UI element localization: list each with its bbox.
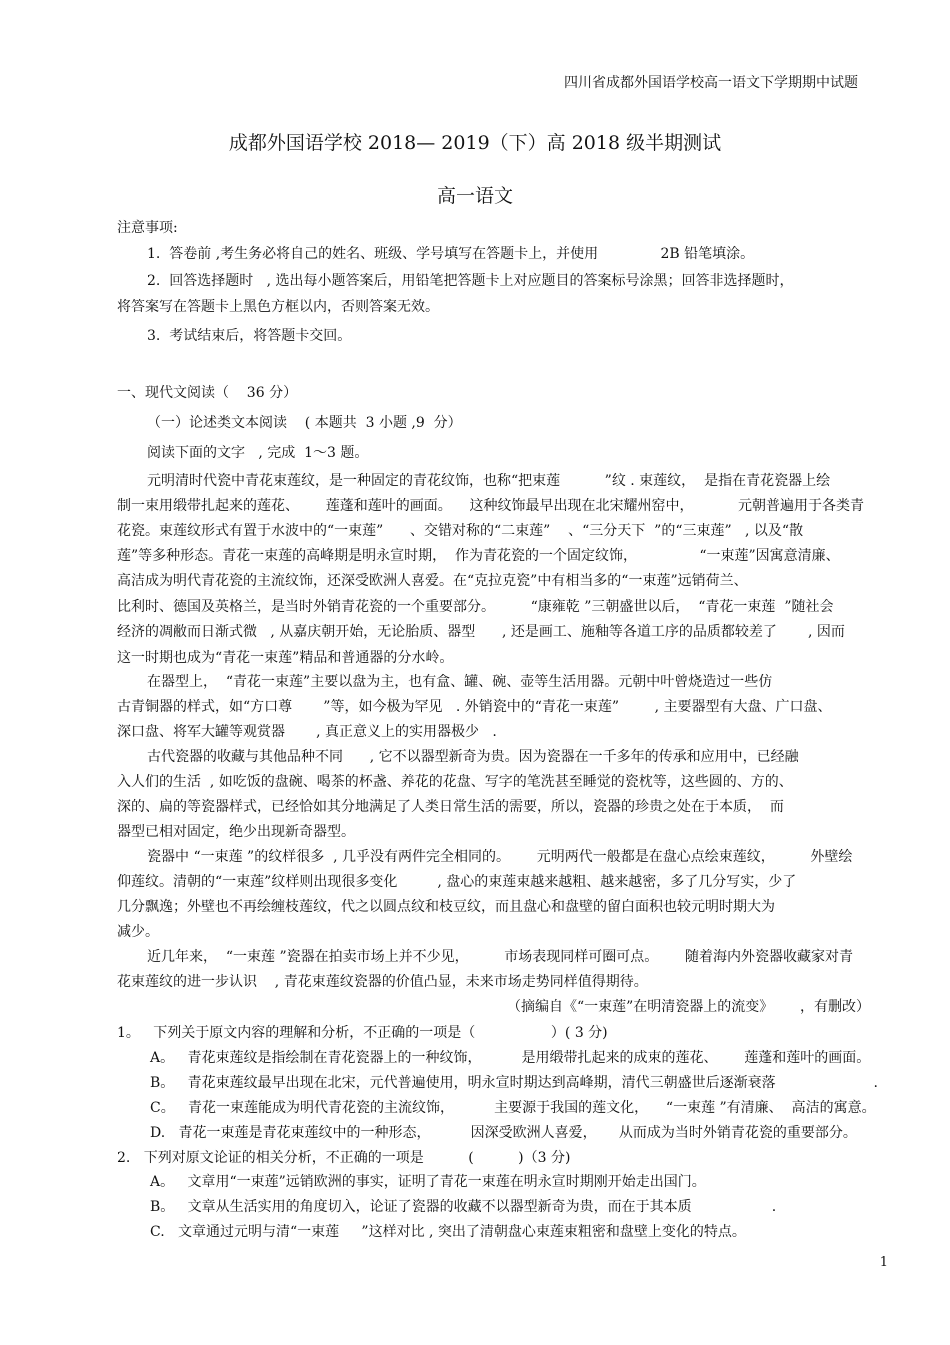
passage-line: 入人们的生活 , 如吃饭的盘碗、喝茶的杯盏、养花的花盘、写字的笔洗甚至睡觉的瓷枕等，这些圆的、方的、 (117, 774, 793, 790)
passage-line: 减少。 (117, 924, 159, 940)
page-header: 四川省成都外国语学校高一语文下学期期中试题 (564, 75, 858, 91)
notice-heading: 注意事项: (117, 220, 178, 236)
question-stem: 2. 下列对原文论证的相关分析，不正确的一项是 ( )（3 分) (117, 1150, 571, 1166)
passage-line: 花束莲纹的进一步认识 , 青花束莲纹瓷器的价值凸显，未来市场走势同样值得期待。 (117, 974, 648, 990)
option-a: A。 文章用“一束莲”远销欧洲的事实，证明了青花一束莲在明永宣时期刚开始走出国门。 (150, 1174, 706, 1190)
question-stem: 1。 下列关于原文内容的理解和分析，不正确的一项是（ ）( 3 分) (117, 1025, 608, 1041)
notice-item: 2. 回答选择题时 , 选出每小题答案后，用铅笔把答题卡上对应题目的答案标号涂黑；回答非选择题时， (147, 273, 794, 289)
passage-line: 瓷器中 “一束莲 ”的纹样很多 , 几乎没有两件完全相同的。 元明两代一般都是在盘心点绘束莲纹， 外壁绘 (147, 849, 853, 865)
passage-line: 制一束用缎带扎起来的莲花、 莲蓬和莲叶的画面。 这种纹饰最早出现在北宋耀州窑中， 元朝普遍用于各类青 (117, 498, 865, 514)
passage-line: 这一时期也成为“青花一束莲”精品和普通器的分水岭。 (117, 650, 454, 666)
passage-line: 花瓷。束莲纹形式有置于水波中的“一束莲” 、交错对称的“二束莲” 、“三分天下 ”的“三束莲” , 以及“散 (117, 523, 804, 539)
passage-line: 深的、扁的等瓷器样式，已经恰如其分地满足了人类日常生活的需要，所以，瓷器的珍贵之处在于本质， 而 (117, 799, 784, 815)
page-number: 1 (879, 1255, 888, 1270)
passage-line: 古代瓷器的收藏与其他品种不同 , 它不以器型新奇为贵。因为瓷器在一千多年的传承和应用中，已经融 (147, 749, 799, 765)
passage-line: 近几年来， “一束莲 ”瓷器在拍卖市场上并不少见， 市场表现同样可圈可点。 随着海内外瓷器收藏家对青 (147, 949, 853, 965)
passage-line: 高洁成为明代青花瓷的主流纹饰，还深受欧洲人喜爱。在“克拉克瓷”中有相当多的“一束莲”远销荷兰、 (117, 573, 748, 589)
source-citation: （摘编自《“一束莲”在明清瓷器上的流变》 ，有删改） (506, 999, 870, 1015)
option-c: C。 青花一束莲能成为明代青花瓷的主流纹饰， 主要源于我国的莲文化， “一束莲 ”有清廉、 高洁的寓意。 (150, 1100, 876, 1116)
exam-title: 成都外国语学校 2018— 2019（下）高 2018 级半期测试 (228, 132, 722, 154)
passage-line: 在器型上， “青花一束莲”主要以盘为主，也有盒、罐、碗、壶等生活用器。元朝中叶曾烧造过一些仿 (147, 674, 773, 690)
notice-item: 3. 考试结束后，将答题卡交回。 (147, 328, 352, 344)
passage-line: 深口盘、将军大罐等观赏器 , 真正意义上的实用器极少 . (117, 724, 497, 740)
section-heading: 一、现代文阅读（ 36 分） (117, 385, 298, 401)
passage-line: 经济的凋敝而日渐式微 , 从嘉庆朝开始，无论胎质、器型 , 还是画工、施釉等各道工序的品质都较差了 , 因而 (117, 624, 845, 640)
passage-line: 莲”等多种形态。青花一束莲的高峰期是明永宣时期， 作为青花瓷的一个固定纹饰， “一束莲”因寓意清廉、 (117, 548, 840, 564)
option-a: A。 青花束莲纹是指绘制在青花瓷器上的一种纹饰， 是用缎带扎起来的成束的莲花、 莲蓬和莲叶的画面。 (150, 1050, 871, 1066)
passage-line: 器型已相对固定，绝少出现新奇器型。 (117, 824, 355, 840)
subsection-heading: （一）论述类文本阅读 ( 本题共 3 小题 ,9 分） (147, 415, 462, 431)
notice-item-cont: 将答案写在答题卡上黑色方框以内，否则答案无效。 (117, 299, 439, 315)
passage-line: 古青铜器的样式，如“方口尊 ”等，如今极为罕见 . 外销瓷中的“青花一束莲” , 主要器型有大盘、广口盘、 (117, 699, 832, 715)
passage-line: 仰莲纹。清朝的“一束莲”纹样则出现很多变化 , 盘心的束莲束越来越粗、越来越密，多了几分写实，少了 (117, 874, 797, 890)
option-d: D. 青花一束莲是青花束莲纹中的一种形态， 因深受欧洲人喜爱， 从而成为当时外销青花瓷的重要部分。 (150, 1125, 857, 1141)
passage-line: 元明清时代瓷中青花束莲纹，是一种固定的青花纹饰，也称“把束莲 ”纹 . 束莲纹， 是指在青花瓷器上绘 (147, 473, 831, 489)
option-c: C. 文章通过元明与清“一束莲 ”这样对比 , 突出了清朝盘心束莲束粗密和盘壁上变化的特点。 (150, 1224, 746, 1240)
passage-line: 几分飘逸；外壁也不再绘缠枝莲纹，代之以圆点纹和枝豆纹，而且盘心和盘壁的留白面积也较元明时期大为 (117, 899, 775, 915)
option-b: B。 文章从生活实用的角度切入，论证了瓷器的收藏不以器型新奇为贵，而在于其本质 . (150, 1199, 777, 1215)
subject-title: 高一语文 (436, 185, 513, 207)
reading-instruction: 阅读下面的文字 , 完成 1～3 题。 (147, 445, 369, 461)
passage-line: 比利时、德国及英格兰，是当时外销青花瓷的一个重要部分。 “康雍乾 ”三朝盛世以后， “青花一束莲 ”随社会 (117, 599, 834, 615)
option-b: B。 青花束莲纹最早出现在北宋，元代普遍使用，明永宣时期达到高峰期，清代三朝盛世后逐渐衰落 . (150, 1075, 878, 1091)
notice-item: 1. 答卷前 ,考生务必将自己的姓名、班级、学号填写在答题卡上，并使用 2B 铅笔填涂。 (147, 246, 755, 262)
